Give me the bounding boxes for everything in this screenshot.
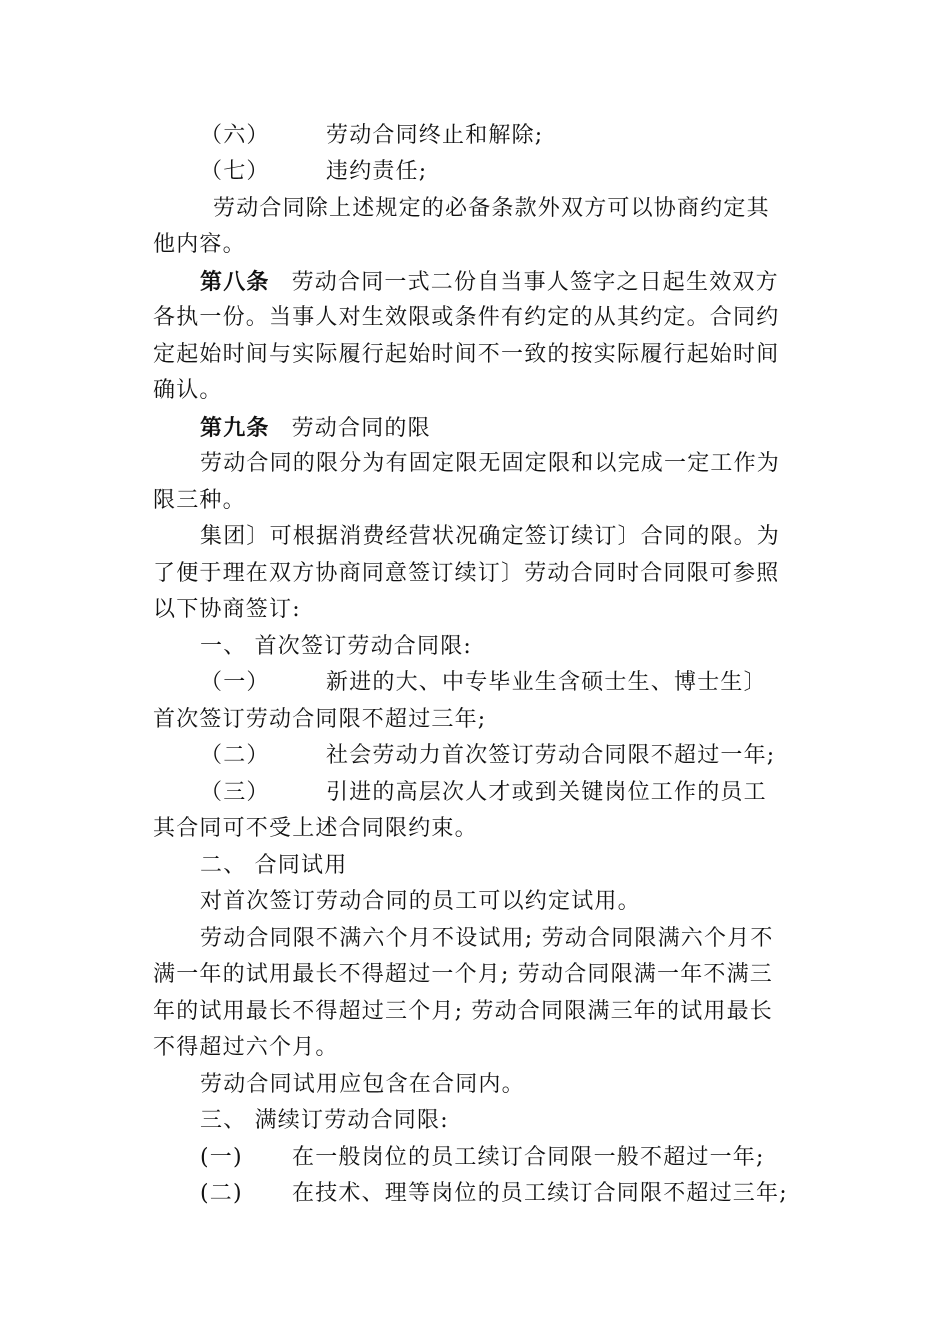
paragraph-line: 对首次签订劳动合同的员工可以约定试用。 [200,889,641,914]
item-text: 违约责任; [326,159,428,184]
item-label: （六） [200,123,270,148]
paragraph-line: 限三种。 [153,488,246,513]
section-heading: 一、 首次签订劳动合同限: [200,634,473,659]
article-text: 劳动合同一式二份自当事人签字之日起生效双方 [291,270,779,295]
paragraph-line: 不得超过六个月。 [153,1035,339,1060]
article-heading: 第八条 [200,269,270,295]
paragraph-line: 他内容。 [153,232,246,257]
list-item [200,1180,788,1208]
item-label: (一) [200,1145,243,1170]
item-label: (二) [200,1181,243,1206]
article-9-heading-line [200,414,431,443]
paragraph-line: 首次签订劳动合同限不超过三年; [153,707,487,732]
item-text: 引进的高层次人才或到关键岗位工作的员工 [326,780,767,805]
paragraph-line: 其合同可不受上述合同限约束。 [153,816,478,841]
item-text: 在一般岗位的员工续订合同限一般不超过一年; [292,1145,765,1170]
paragraph-line: 劳动合同限不满六个月不设试用; 劳动合同限满六个月不 [200,926,774,951]
paragraph-line: 定起始时间与实际履行起始时间不一致的按实际履行起始时间 [153,342,780,367]
paragraph-line: 了便于理在双方协商同意签订续订〕劳动合同时合同限可参照 [153,561,780,586]
list-item-6 [200,122,543,150]
paragraph-line: 年的试用最长不得超过三个月; 劳动合同限满三年的试用最长 [153,999,774,1024]
paragraph-line: 确认。 [153,378,223,403]
section-heading: 二、 合同试用 [200,853,348,878]
paragraph-line: 各执一份。当事人对生效限或条件有约定的从其约定。合同约 [153,305,780,330]
paragraph-line: 集团〕可根据消费经营状况确定签订续订〕合同的限。为 [200,524,781,549]
article-text: 劳动合同的限 [291,416,431,441]
paragraph-line: 劳动合同试用应包含在合同内。 [200,1072,525,1097]
item-label: （一） [200,670,270,695]
item-label: （二） [200,743,270,768]
list-item [200,779,767,807]
paragraph-line: 以下协商签订: [153,597,301,622]
item-text: 在技术、理等岗位的员工续订合同限不超过三年; [292,1181,788,1206]
paragraph-line: 满一年的试用最长不得超过一个月; 劳动合同限满一年不满三 [153,962,774,987]
list-item-7 [200,158,427,186]
article-heading: 第九条 [200,415,270,441]
list-item [200,1144,765,1172]
section-heading: 三、 满续订劳动合同限: [200,1108,449,1133]
list-item [200,669,767,697]
paragraph-line: 劳动合同除上述规定的必备条款外双方可以协商约定其 [213,196,770,221]
item-label: （三） [200,780,270,805]
item-text: 劳动合同终止和解除; [326,123,544,148]
paragraph-line: 劳动合同的限分为有固定限无固定限和以完成一定工作为 [200,451,781,476]
list-item [200,742,775,770]
item-text: 社会劳动力首次签订劳动合同限不超过一年; [326,743,776,768]
item-text: 新进的大、中专毕业生含硕士生、博士生〕 [326,670,767,695]
article-8-heading-line [200,268,779,297]
item-label: （七） [200,159,270,184]
